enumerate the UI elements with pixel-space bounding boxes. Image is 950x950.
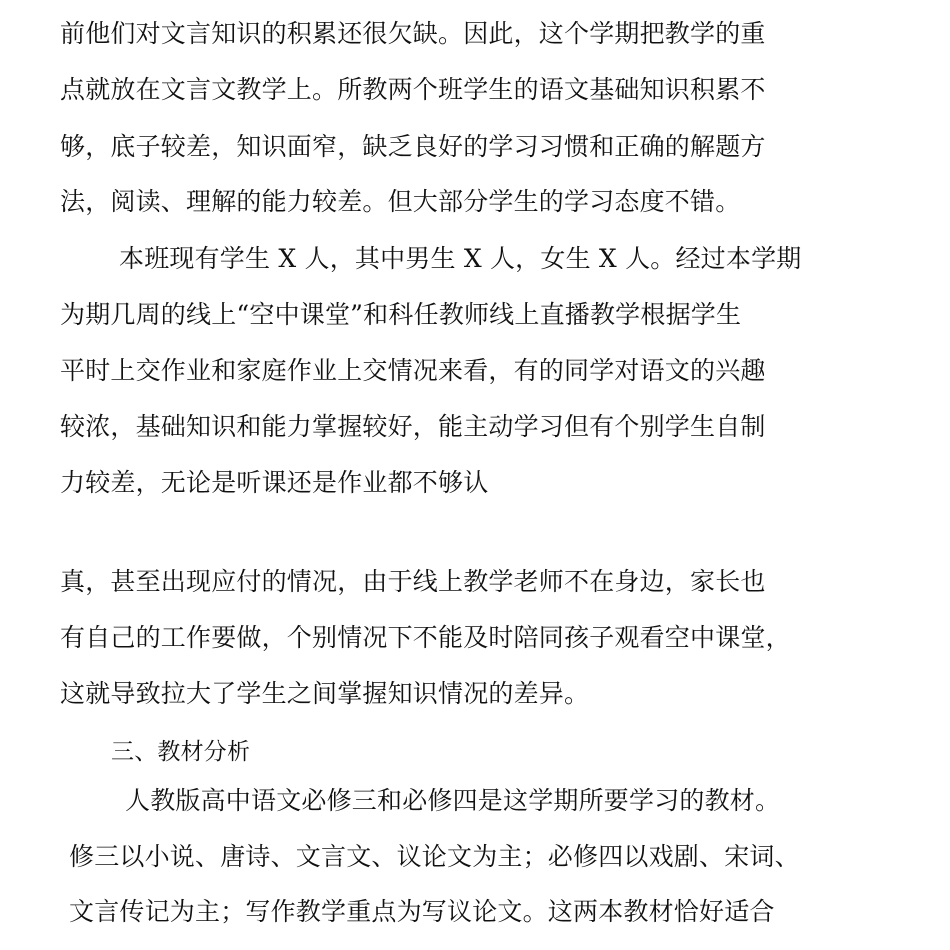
text-line: 这就导致拉大了学生之间掌握知识情况的差异。 xyxy=(60,679,590,708)
text-line: 真，甚至出现应付的情况，由于线上教学老师不在身边，家长也 xyxy=(60,567,766,596)
text-line: 够，底子较差，知识面窄，缺乏良好的学习习惯和正确的解题方 xyxy=(60,132,766,161)
text-line: 较浓，基础知识和能力掌握较好，能主动学习但有个别学生自制 xyxy=(60,412,766,441)
text-line: 有自己的工作要做，个别情况下不能及时陪同孩子观看空中课堂， xyxy=(60,623,791,652)
text-line: 文言传记为主；写作教学重点为写议论文。这两本教材恰好适合 xyxy=(69,897,775,926)
text-line: 本班现有学生 X 人，其中男生 X 人，女生 X 人。经过本学期 xyxy=(119,244,802,273)
text-line: 力较差，无论是听课还是作业都不够认 xyxy=(60,468,489,497)
text-line: 为期几周的线上“空中课堂”和科任教师线上直播教学根据学生 xyxy=(60,300,742,329)
text-line: 法，阅读、理解的能力较差。但大部分学生的学习态度不错。 xyxy=(60,187,741,216)
text-line: 人教版高中语文必修三和必修四是这学期所要学习的教材。 xyxy=(125,786,781,815)
text-line: 前他们对文言知识的积累还很欠缺。因此，这个学期把教学的重 xyxy=(60,19,766,48)
text-line: 修三以小说、唐诗、文言文、议论文为主；必修四以戏剧、宋词、 xyxy=(69,842,800,871)
text-line: 平时上交作业和家庭作业上交情况来看，有的同学对语文的兴趣 xyxy=(60,356,766,385)
section-heading: 三、教材分析 xyxy=(111,739,251,765)
text-line: 点就放在文言文教学上。所教两个班学生的语文基础知识积累不 xyxy=(60,75,766,104)
